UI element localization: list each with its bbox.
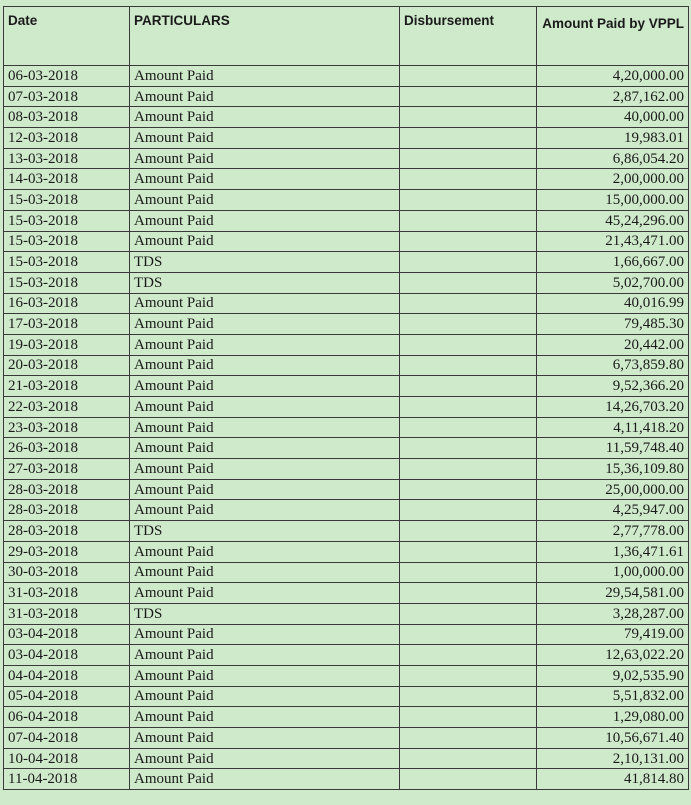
row-disbursement	[400, 169, 537, 190]
row-disbursement	[400, 728, 537, 749]
row-amount: 4,20,000.00	[537, 66, 689, 87]
row-particulars: Amount Paid	[130, 231, 400, 252]
table-row	[4, 541, 689, 562]
row-particulars: TDS	[130, 272, 400, 293]
row-date: 28-03-2018	[4, 479, 130, 500]
row-particulars: Amount Paid	[130, 459, 400, 480]
row-disbursement	[400, 769, 537, 790]
row-amount: 15,00,000.00	[537, 190, 689, 211]
row-amount: 5,02,700.00	[537, 272, 689, 293]
table-row	[4, 107, 689, 128]
row-amount: 10,56,671.40	[537, 728, 689, 749]
row-amount: 4,11,418.20	[537, 417, 689, 438]
table-row	[4, 521, 689, 542]
row-amount: 2,77,778.00	[537, 521, 689, 542]
row-disbursement	[400, 293, 537, 314]
row-date: 03-04-2018	[4, 624, 130, 645]
row-amount: 12,63,022.20	[537, 645, 689, 666]
row-date: 05-04-2018	[4, 686, 130, 707]
row-particulars: Amount Paid	[130, 314, 400, 335]
row-amount: 20,442.00	[537, 334, 689, 355]
table-row	[4, 86, 689, 107]
row-amount: 21,43,471.00	[537, 231, 689, 252]
row-amount: 25,00,000.00	[537, 479, 689, 500]
row-disbursement	[400, 438, 537, 459]
row-amount: 15,36,109.80	[537, 459, 689, 480]
row-particulars: Amount Paid	[130, 686, 400, 707]
row-disbursement	[400, 334, 537, 355]
table-row	[4, 665, 689, 686]
row-particulars: Amount Paid	[130, 769, 400, 790]
ledger-body	[4, 66, 689, 790]
row-disbursement	[400, 314, 537, 335]
row-date: 04-04-2018	[4, 665, 130, 686]
row-particulars: Amount Paid	[130, 479, 400, 500]
table-row	[4, 314, 689, 335]
row-disbursement	[400, 665, 537, 686]
row-particulars: Amount Paid	[130, 583, 400, 604]
table-row	[4, 376, 689, 397]
row-disbursement	[400, 148, 537, 169]
row-date: 26-03-2018	[4, 438, 130, 459]
row-particulars: Amount Paid	[130, 128, 400, 149]
row-amount: 45,24,296.00	[537, 210, 689, 231]
table-row	[4, 128, 689, 149]
row-date: 30-03-2018	[4, 562, 130, 583]
row-amount: 11,59,748.40	[537, 438, 689, 459]
row-date: 14-03-2018	[4, 169, 130, 190]
row-amount: 29,54,581.00	[537, 583, 689, 604]
row-disbursement	[400, 376, 537, 397]
row-disbursement	[400, 562, 537, 583]
row-disbursement	[400, 231, 537, 252]
row-disbursement	[400, 624, 537, 645]
row-amount: 40,016.99	[537, 293, 689, 314]
row-date: 29-03-2018	[4, 541, 130, 562]
row-date: 11-04-2018	[4, 769, 130, 790]
row-disbursement	[400, 521, 537, 542]
table-row	[4, 231, 689, 252]
row-amount: 1,36,471.61	[537, 541, 689, 562]
row-particulars: TDS	[130, 603, 400, 624]
row-particulars: Amount Paid	[130, 210, 400, 231]
row-particulars: Amount Paid	[130, 334, 400, 355]
row-date: 06-04-2018	[4, 707, 130, 728]
column-header-disbursement: Disbursement	[400, 7, 537, 66]
table-row	[4, 459, 689, 480]
row-particulars: TDS	[130, 521, 400, 542]
table-row	[4, 272, 689, 293]
table-row	[4, 728, 689, 749]
table-row	[4, 397, 689, 418]
row-disbursement	[400, 603, 537, 624]
row-particulars: Amount Paid	[130, 86, 400, 107]
row-disbursement	[400, 397, 537, 418]
row-amount: 40,000.00	[537, 107, 689, 128]
row-date: 07-04-2018	[4, 728, 130, 749]
row-date: 06-03-2018	[4, 66, 130, 87]
row-particulars: Amount Paid	[130, 728, 400, 749]
column-header-particulars: PARTICULARS	[130, 7, 400, 66]
table-row	[4, 769, 689, 790]
row-disbursement	[400, 210, 537, 231]
column-header-date: Date	[4, 7, 130, 66]
row-date: 20-03-2018	[4, 355, 130, 376]
row-amount: 79,485.30	[537, 314, 689, 335]
row-date: 22-03-2018	[4, 397, 130, 418]
row-particulars: Amount Paid	[130, 397, 400, 418]
row-date: 15-03-2018	[4, 190, 130, 211]
row-particulars: Amount Paid	[130, 562, 400, 583]
table-row	[4, 148, 689, 169]
row-date: 15-03-2018	[4, 231, 130, 252]
row-particulars: TDS	[130, 252, 400, 273]
table-row	[4, 252, 689, 273]
table-row	[4, 417, 689, 438]
row-particulars: Amount Paid	[130, 355, 400, 376]
row-amount: 1,00,000.00	[537, 562, 689, 583]
row-date: 31-03-2018	[4, 583, 130, 604]
row-date: 28-03-2018	[4, 500, 130, 521]
row-amount: 2,10,131.00	[537, 748, 689, 769]
table-row	[4, 748, 689, 769]
row-particulars: Amount Paid	[130, 376, 400, 397]
row-amount: 9,52,366.20	[537, 376, 689, 397]
row-particulars: Amount Paid	[130, 748, 400, 769]
row-date: 31-03-2018	[4, 603, 130, 624]
row-particulars: Amount Paid	[130, 645, 400, 666]
table-row	[4, 603, 689, 624]
row-amount: 1,29,080.00	[537, 707, 689, 728]
row-amount: 3,28,287.00	[537, 603, 689, 624]
row-particulars: Amount Paid	[130, 707, 400, 728]
row-particulars: Amount Paid	[130, 293, 400, 314]
row-date: 23-03-2018	[4, 417, 130, 438]
row-particulars: Amount Paid	[130, 107, 400, 128]
row-disbursement	[400, 190, 537, 211]
row-amount: 2,00,000.00	[537, 169, 689, 190]
table-row	[4, 190, 689, 211]
row-disbursement	[400, 479, 537, 500]
row-amount: 9,02,535.90	[537, 665, 689, 686]
table-row	[4, 355, 689, 376]
column-header-amount-paid: Amount Paid by VPPL	[537, 7, 689, 66]
table-row	[4, 66, 689, 87]
table-row	[4, 624, 689, 645]
row-date: 12-03-2018	[4, 128, 130, 149]
row-amount: 41,814.80	[537, 769, 689, 790]
row-date: 15-03-2018	[4, 272, 130, 293]
row-disbursement	[400, 128, 537, 149]
row-disbursement	[400, 66, 537, 87]
payment-ledger-table	[3, 6, 689, 790]
table-row	[4, 686, 689, 707]
row-amount: 4,25,947.00	[537, 500, 689, 521]
row-particulars: Amount Paid	[130, 541, 400, 562]
row-date: 03-04-2018	[4, 645, 130, 666]
row-date: 27-03-2018	[4, 459, 130, 480]
row-date: 16-03-2018	[4, 293, 130, 314]
row-disbursement	[400, 252, 537, 273]
row-date: 08-03-2018	[4, 107, 130, 128]
row-amount: 2,87,162.00	[537, 86, 689, 107]
row-particulars: Amount Paid	[130, 190, 400, 211]
row-amount: 19,983.01	[537, 128, 689, 149]
row-date: 21-03-2018	[4, 376, 130, 397]
row-disbursement	[400, 645, 537, 666]
row-date: 13-03-2018	[4, 148, 130, 169]
header-row	[4, 7, 689, 66]
row-disbursement	[400, 500, 537, 521]
row-particulars: Amount Paid	[130, 665, 400, 686]
table-row	[4, 438, 689, 459]
row-disbursement	[400, 417, 537, 438]
row-disbursement	[400, 459, 537, 480]
table-row	[4, 169, 689, 190]
table-row	[4, 583, 689, 604]
table-row	[4, 479, 689, 500]
row-date: 15-03-2018	[4, 210, 130, 231]
row-amount: 6,86,054.20	[537, 148, 689, 169]
row-disbursement	[400, 86, 537, 107]
row-date: 19-03-2018	[4, 334, 130, 355]
row-particulars: Amount Paid	[130, 66, 400, 87]
table-row	[4, 645, 689, 666]
row-disbursement	[400, 107, 537, 128]
row-amount: 5,51,832.00	[537, 686, 689, 707]
row-disbursement	[400, 707, 537, 728]
row-amount: 6,73,859.80	[537, 355, 689, 376]
row-disbursement	[400, 355, 537, 376]
table-row	[4, 210, 689, 231]
row-disbursement	[400, 583, 537, 604]
row-disbursement	[400, 541, 537, 562]
row-date: 15-03-2018	[4, 252, 130, 273]
table-row	[4, 293, 689, 314]
row-amount: 1,66,667.00	[537, 252, 689, 273]
row-particulars: Amount Paid	[130, 169, 400, 190]
row-particulars: Amount Paid	[130, 148, 400, 169]
row-disbursement	[400, 748, 537, 769]
row-particulars: Amount Paid	[130, 624, 400, 645]
table-row	[4, 707, 689, 728]
table-row	[4, 500, 689, 521]
table-row	[4, 562, 689, 583]
table-row	[4, 334, 689, 355]
row-particulars: Amount Paid	[130, 500, 400, 521]
row-amount: 14,26,703.20	[537, 397, 689, 418]
row-particulars: Amount Paid	[130, 417, 400, 438]
row-date: 10-04-2018	[4, 748, 130, 769]
row-date: 28-03-2018	[4, 521, 130, 542]
row-date: 07-03-2018	[4, 86, 130, 107]
row-amount: 79,419.00	[537, 624, 689, 645]
row-disbursement	[400, 686, 537, 707]
row-disbursement	[400, 272, 537, 293]
row-date: 17-03-2018	[4, 314, 130, 335]
row-particulars: Amount Paid	[130, 438, 400, 459]
